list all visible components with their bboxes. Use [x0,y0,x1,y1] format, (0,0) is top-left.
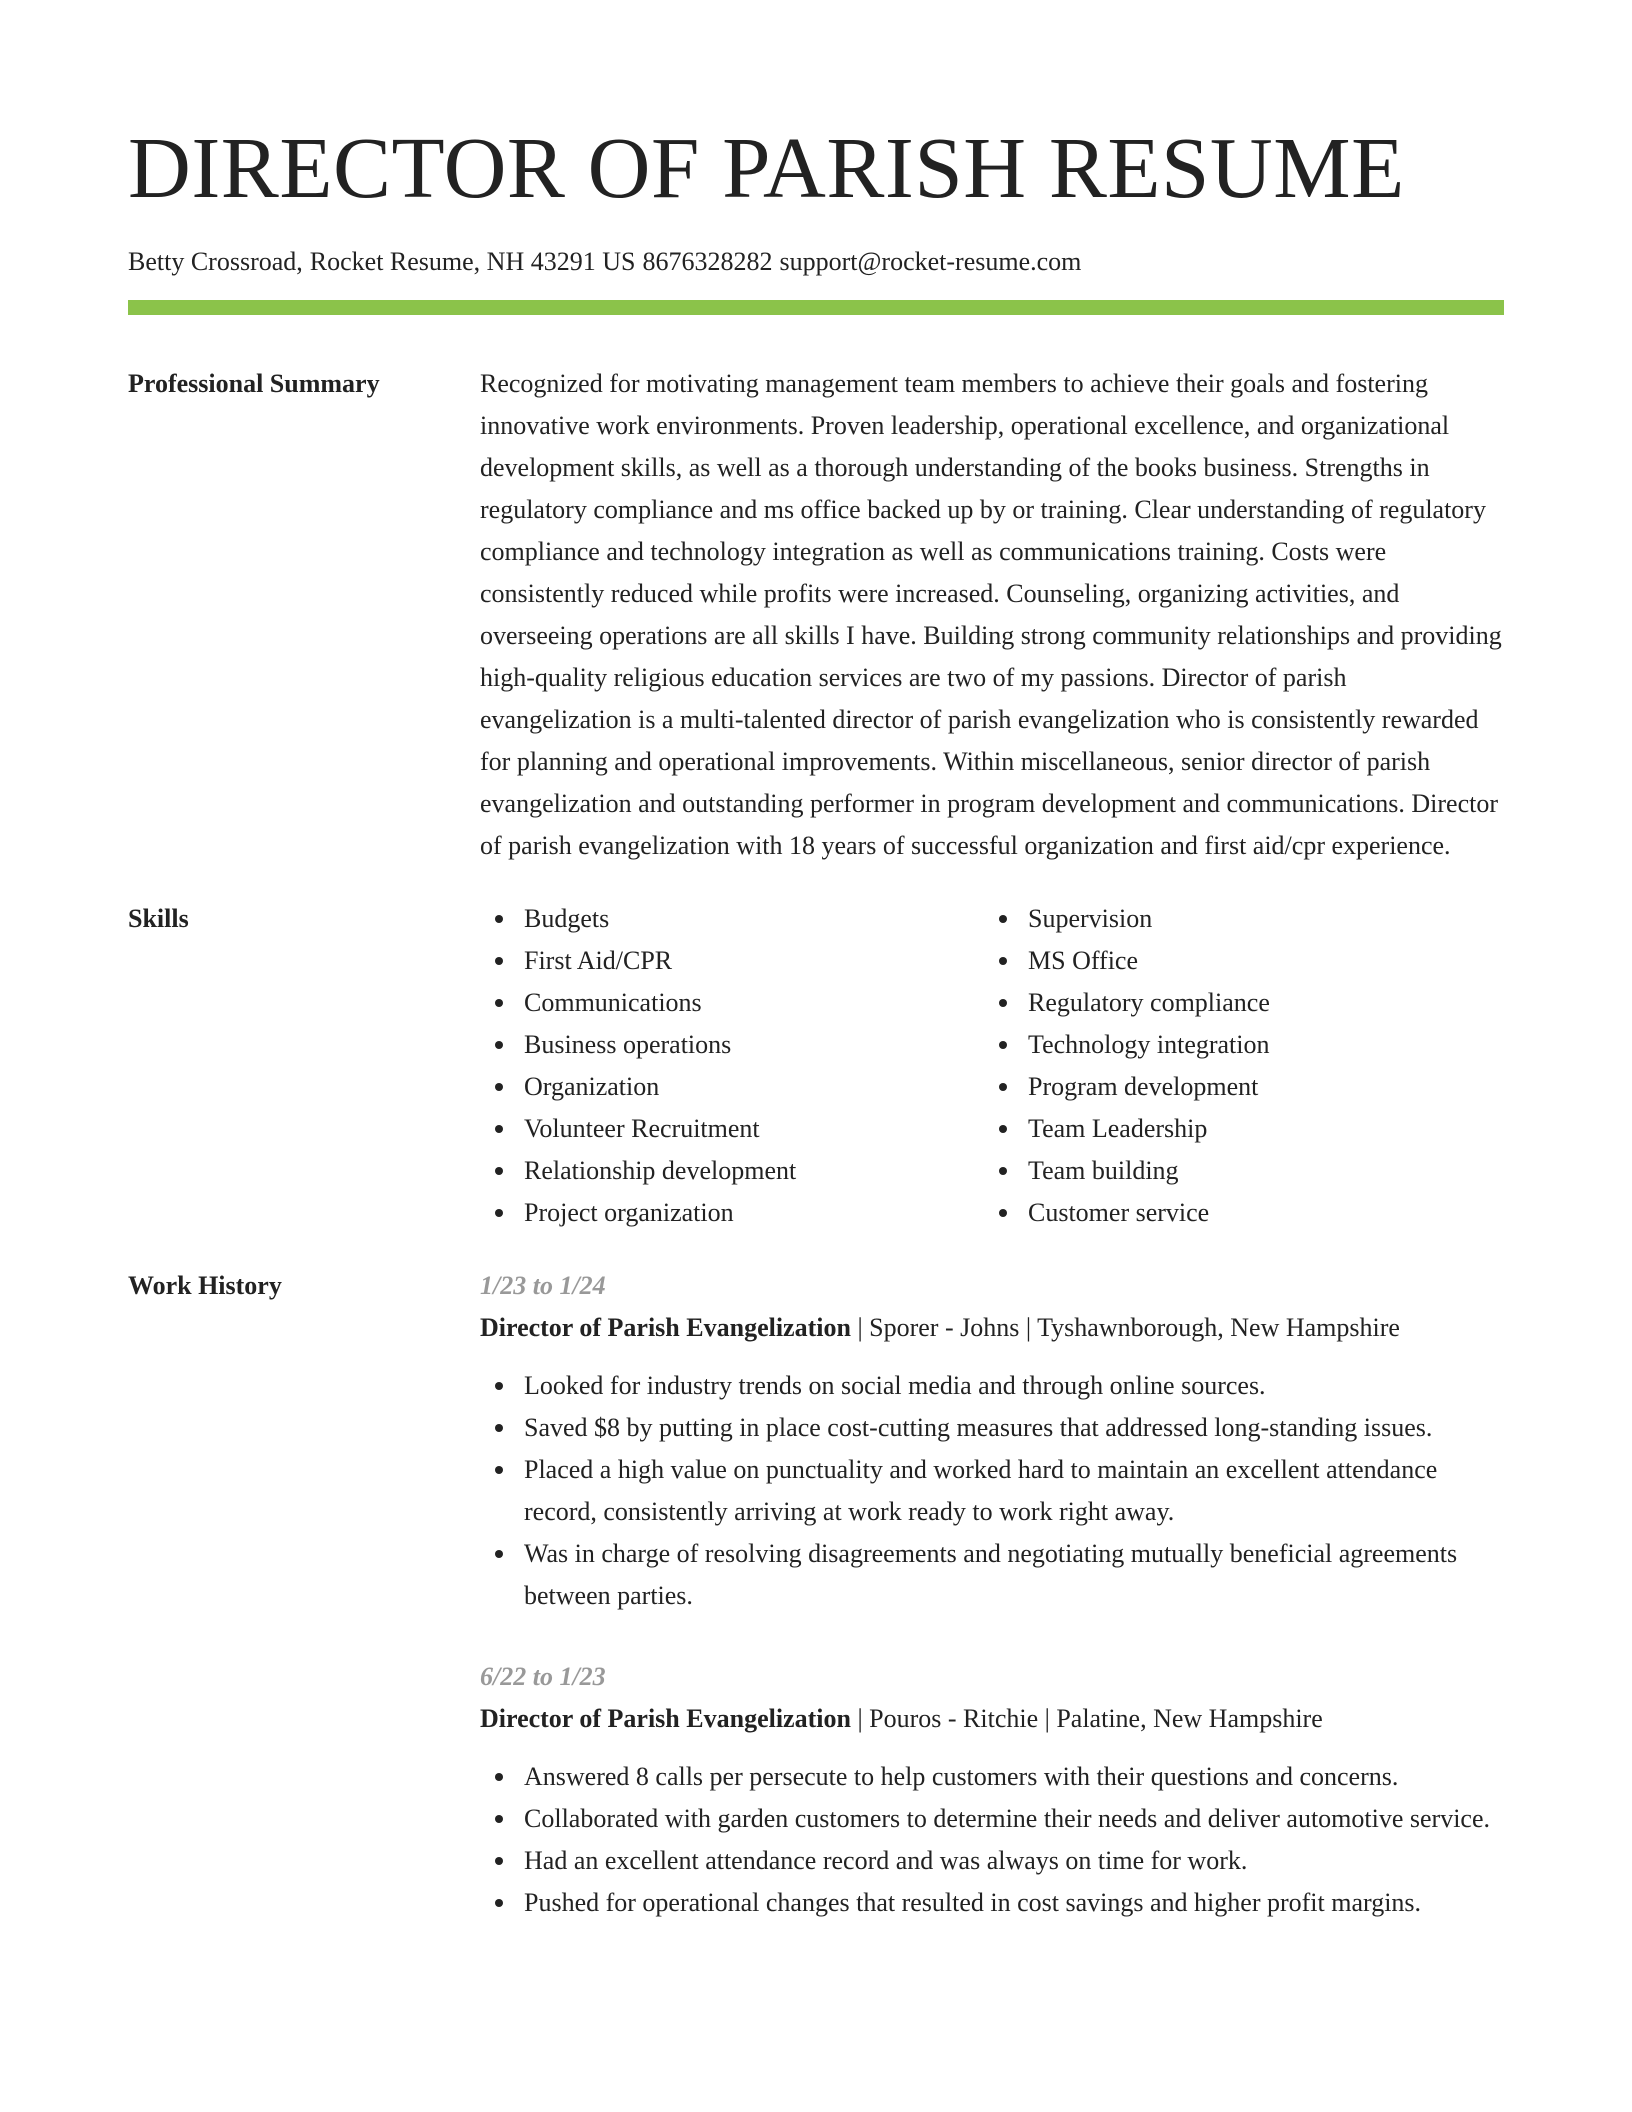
summary-text: Recognized for motivating management team members to achieve their goals and fostering innovative work environments. Proven leadership, operational excellence, and organizational development skills, as well as a thorough understanding of the books business. Strengths in regulatory compliance and ms office backed up by or training. Clear understanding of regulatory compliance and technology integration as well as communications training. Costs were consistently reduced while profits were increased. Counseling, organizing activities, and overseeing operations are all skills I have. Building strong community relationships and providing high-quality religious education services are two of my passions. Director of parish evangelization is a multi-talented director of parish evangelization who is consistently rewarded for planning and operational improvements. Within miscellaneous, senior director of parish evangelization and outstanding performer in program development and communications. Director of parish evangelization with 18 years of successful organization and first aid/cpr experience. [480,369,1502,860]
skill-item: Program development [1028,1066,1488,1108]
skills-body [480,898,1504,1234]
job-details: | Sporer - Johns | Tyshawnborough, New Hampshire [850,1313,1400,1342]
skill-item: Budgets [524,898,984,940]
skill-item: Team Leadership [1028,1108,1488,1150]
work-history-heading: Work History [128,1271,282,1300]
work-history-body [480,1265,1504,1924]
summary-heading: Professional Summary [128,369,380,398]
skill-item: Organization [524,1066,984,1108]
resume-page [128,118,1504,1924]
job-title-line [480,1307,1504,1349]
summary-body [480,363,1504,867]
job-bullet-item: Had an excellent attendance record and was always on time for work. [524,1840,1504,1882]
job-dates: 1/23 to 1/24 [480,1271,606,1300]
contact-name: Betty Crossroad, [128,247,303,276]
skill-item: Relationship development [524,1150,984,1192]
skill-item: Project organization [524,1192,984,1234]
job-bullet-item: Placed a high value on punctuality and worked hard to maintain an excellent attendance record, consistently arriving at work ready to work right away. [524,1449,1504,1533]
job-bullets [480,1756,1504,1924]
summary-section [128,363,1504,867]
job-bullet-item: Pushed for operational changes that resulted in cost savings and higher profit margins. [524,1882,1504,1924]
job-bullet-item: Was in charge of resolving disagreements and negotiating mutually beneficial agreements between parties. [524,1533,1504,1617]
job-entry [480,1656,1504,1924]
work-history-section [128,1265,1504,1924]
contact-phone: 8676328282 [642,247,773,276]
job-title: Director of Parish Evangelization [480,1704,851,1733]
skills-list-left [480,898,984,1234]
skills-heading: Skills [128,904,189,933]
contact-line [128,246,1504,278]
skill-item: First Aid/CPR [524,940,984,982]
skill-item: Team building [1028,1150,1488,1192]
job-entry [480,1265,1504,1617]
skills-list-right [984,898,1488,1234]
job-details: | Pouros - Ritchie | Palatine, New Hampshire [850,1704,1323,1733]
resume-title: DIRECTOR OF PARISH RESUME [128,119,1405,216]
job-title-line [480,1698,1504,1740]
job-title: Director of Parish Evangelization [480,1313,851,1342]
job-bullet-item: Saved $8 by putting in place cost-cutting measures that addressed long-standing issues. [524,1407,1504,1449]
job-bullets [480,1365,1504,1617]
skill-item: MS Office [1028,940,1488,982]
job-bullet-item: Answered 8 calls per persecute to help customers with their questions and concerns. [524,1756,1504,1798]
skill-item: Technology integration [1028,1024,1488,1066]
skill-item: Supervision [1028,898,1488,940]
contact-address: Rocket Resume, NH 43291 US [309,247,636,276]
job-bullet-item: Collaborated with garden customers to determine their needs and deliver automotive service. [524,1798,1504,1840]
skill-item: Volunteer Recruitment [524,1108,984,1150]
contact-email: support@rocket-resume.com [779,247,1082,276]
skill-item: Communications [524,982,984,1024]
skill-item: Regulatory compliance [1028,982,1488,1024]
job-bullet-item: Looked for industry trends on social media and through online sources. [524,1365,1504,1407]
header-divider [128,300,1504,315]
job-dates: 6/22 to 1/23 [480,1662,606,1691]
skills-section [128,898,1504,1234]
skill-item: Business operations [524,1024,984,1066]
skill-item: Customer service [1028,1192,1488,1234]
